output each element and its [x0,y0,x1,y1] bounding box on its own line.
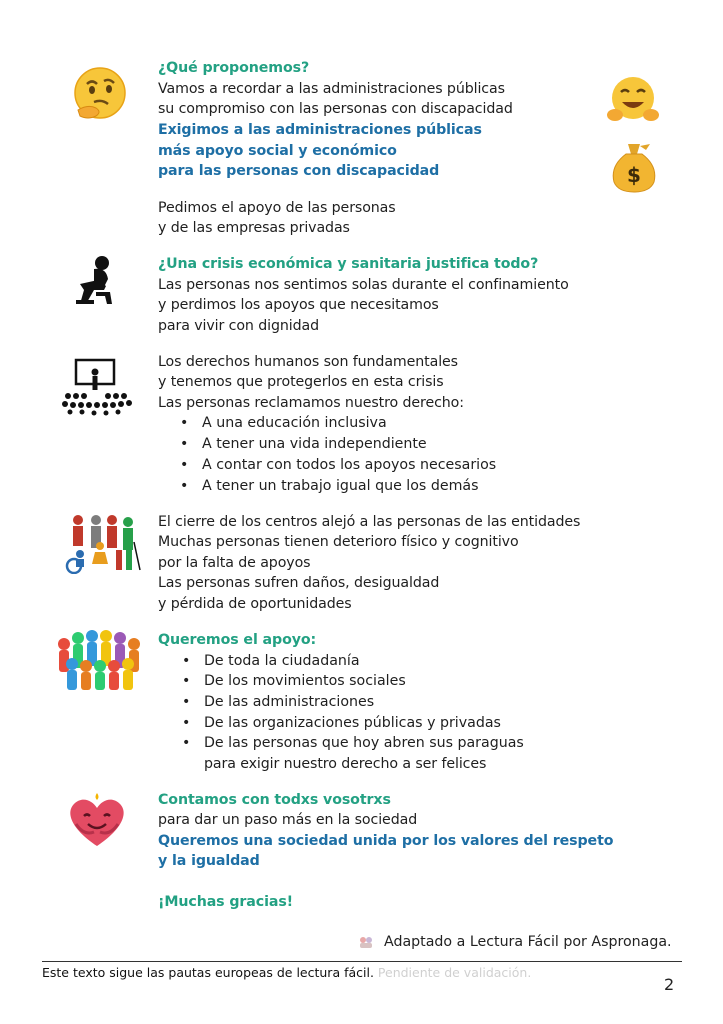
lectura-facil-logo-icon [358,935,374,949]
section-4-line-2: Muchas personas tienen deterioro físico y cognitivo [158,534,519,550]
section-1-demand-3: para las personas con discapacidad [158,163,440,179]
section-6-heading: Contamos con todxs vosotrxs [158,792,391,808]
section-4-line-4: Las personas sufren daños, desigualdad [158,575,440,591]
section-6-emphasis-1: Queremos una sociedad unida por los valores del respeto [158,833,614,849]
section-1-heading: ¿Qué proponemos? [158,60,310,76]
footer-divider [42,961,682,962]
section-4-line-3: por la falta de apoyos [158,555,311,571]
section-5-heading: Queremos el apoyo: [158,632,317,648]
heart-hug-icon [64,788,130,852]
section-3-line-3: Las personas reclamamos nuestro derecho: [158,395,464,411]
section-2-line-3: para vivir con dignidad [158,318,320,334]
credit-text: Adaptado a Lectura Fácil por Aspronaga. [384,934,672,950]
section-3-line-2: y tenemos que protegerlos en esta crisis [158,374,444,390]
section-1-line-1: Vamos a recordar a las administraciones públicas [158,81,505,97]
section-6-line: para dar un paso más en la sociedad [158,812,418,828]
section-4-line-1: El cierre de los centros alejó a las personas de las entidades [158,514,581,530]
disability-group-icon [60,512,142,574]
section-5-continuation: para exigir nuestro derecho a ser felices [204,756,487,772]
section-2-line-1: Las personas nos sentimos solas durante el confinamiento [158,277,569,293]
thinking-face-icon [70,66,128,122]
section-3-line-1: Los derechos humanos son fundamentales [158,354,458,370]
classroom-icon [62,358,134,416]
footer-pending: Pendiente de validación. [377,965,532,980]
section-2-line-2: y perdimos los apoyos que necesitamos [158,297,439,313]
svg-text:$: $ [627,163,641,187]
section-4-line-5: y pérdida de oportunidades [158,596,352,612]
footer [42,964,531,982]
footer-text: Este texto sigue las pautas europeas de lectura fácil. [42,965,374,980]
section-2-heading: ¿Una crisis económica y sanitaria justifica todo? [158,256,539,272]
section-1-support-1: Pedimos el apoyo de las personas [158,200,396,216]
section-1-demand-1: Exigimos a las administraciones públicas [158,122,482,138]
hugging-face-icon [606,75,660,125]
sad-person-icon [74,254,120,306]
section-1-support-2: y de las empresas privadas [158,220,350,236]
thanks-text: ¡Muchas gracias! [158,894,294,910]
money-bag-icon [610,140,658,194]
crowd-icon [54,630,144,692]
section-1-demand-2: más apoyo social y económico [158,143,397,159]
page-number: 2 [664,975,675,994]
section-6-emphasis-2: y la igualdad [158,853,260,869]
section-1-line-2: su compromiso con las personas con discapacidad [158,101,513,117]
